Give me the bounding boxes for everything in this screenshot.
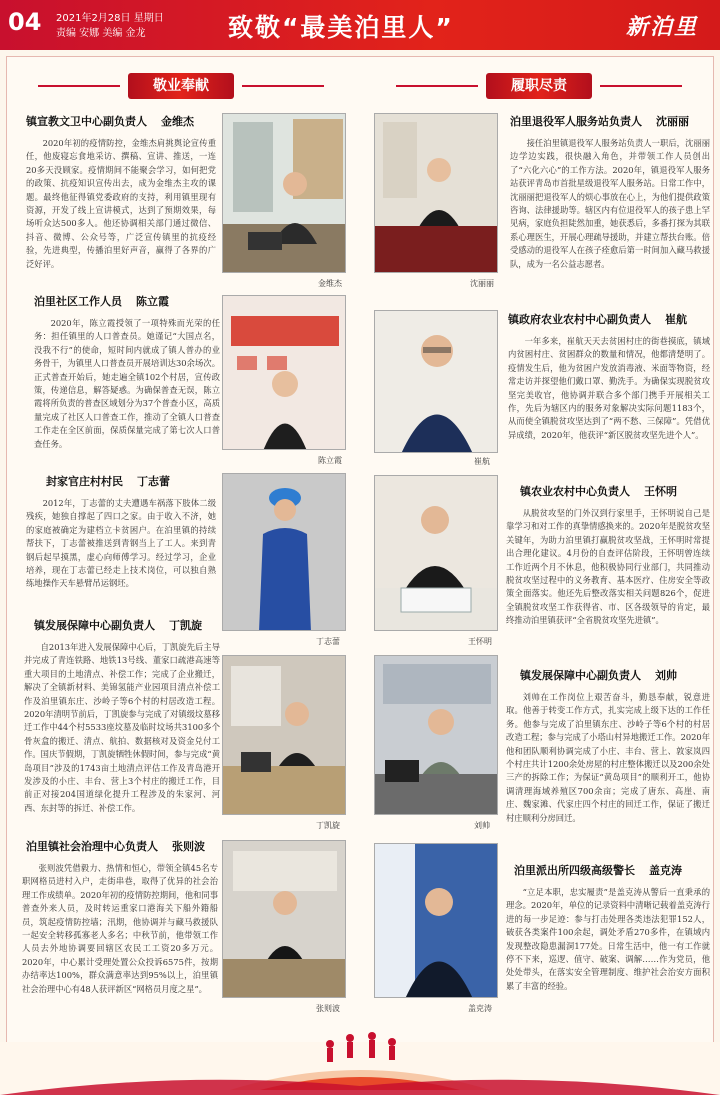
photo-jin-weijie [222, 113, 346, 273]
article-heading: 封家官庄村村民 丁志蕾 [46, 475, 170, 488]
article-heading: 镇政府农业农村中心副负责人 崔航 [508, 313, 687, 326]
photo-liu-shuai [374, 655, 498, 815]
article-ding-kaixuan [24, 617, 220, 841]
photo-ding-zhilei [222, 473, 346, 631]
article-body: 刘帅在工作岗位上艰苦奋斗，勤恳奉献，锐意进取。他善于转变工作方式，扎实完成上级下达的工作任务。他参与完成了泊里镇东庄、沙岭子等6个村的村居改造工程；参与完成了小塔山村异地搬迁工作。2020年他和团队顺利协调完成了小庄、丰台、营上、敦家岚四个村庄共计1200余处房屋的村庄整体搬迁以及200余处三产的拆除工作；为保证“黄岛项目”的顺利开工，他协调清理海域养殖区700余亩；完成了唐东、高崖、南庄、魏家滩、代家庄四个村庄的回迁工作，保证了搬迁村庄顺利分房回迁。 [506, 692, 710, 823]
portrait-illustration [223, 474, 346, 631]
article-heading: 泊里派出所四级高级警长 盖克涛 [514, 864, 682, 877]
article-liu-shuai [506, 667, 710, 853]
photo-gai-ketao [374, 843, 498, 998]
portrait-illustration [375, 656, 498, 815]
portrait-illustration [223, 841, 346, 998]
article-heading: 泊里社区工作人员 陈立霞 [34, 295, 169, 308]
portrait-illustration [223, 296, 346, 450]
caption-cui-hang: 崔航 [474, 457, 490, 466]
caption-liu-shuai: 刘帅 [474, 821, 490, 830]
portrait-illustration [223, 114, 346, 273]
article-heading: 泊里退役军人服务站负责人 沈丽丽 [510, 115, 689, 128]
article-ding-zhilei [26, 473, 216, 605]
caption-zhang-zebo: 张则波 [316, 1004, 340, 1013]
article-body: 从脱贫攻坚的门外汉到行家里手，王怀明说自己是靠学习和对工作的真挚情感换来的。2020年是脱贫攻坚关键年，为助力泊里镇打赢脱贫攻坚战，王怀明时常提出合理化建议。4月份的自查评估阶段，王怀明曾连续工作近两个月不休息，他积极协同行业部门，共同推动脱贫攻坚过程中的义务教育、基本医疗、住房安全等政策全面落实。他还先后整改落实相关问题826个，促进全镇脱贫攻坚工作获得省、市、区各级领导的肯定，最终推动泊里镇获评“全省脱贫攻坚先进镇”。 [506, 508, 710, 626]
article-heading: 镇发展保障中心副负责人 刘帅 [520, 669, 677, 682]
article-heading: 镇农业农村中心负责人 王怀明 [520, 485, 677, 498]
portrait-illustration [375, 844, 498, 998]
caption-chen-lixia: 陈立霞 [318, 456, 342, 465]
section-banner-right: 履职尽责 [486, 73, 592, 99]
caption-jin-weijie: 金维杰 [318, 279, 342, 288]
portrait-illustration [223, 656, 346, 815]
article-body: 2020年初的疫情防控，金维杰肩挑舆论宣传重任，他废寝忘食地采访、撰稿、宣讲、推送，一连20多天没顾家。疫情期间不能聚会学习，如何把党的政策、抗疫知识宣传出去，成为金维杰主攻的课题。最终他征得镇党委政府的支持，利用镇里现有资源，开发了线上宣讲模式，达到了预期效果，每场听众达500多人。他还协调相关部门通过微信、抖音、微博、公众号等，广泛宣传镇里的抗疫经验，先进典型，传播泊里好声音，赢得了各界的广泛好评。 [26, 138, 216, 269]
article-body: 一年多来，崔航天天去贫困村庄的街巷摸底，镇域内贫困村庄、贫困群众的数量和情况，他都清楚明了。疫情发生后，他为贫困户发放消毒液、米面等物资，经常走访并探望他们戴口罩、勤洗手。为确保实现脱贫攻坚完美收官，他协调并联合多个部门携手开展相关工作，先后为辖区内的服务对象解决实际问题1183个，从而使全镇脱贫攻坚达到了“两不愁、三保障”。凭借优异成绩，2020年，他获评“新区脱贫攻坚先进个人”。 [508, 336, 710, 440]
caption-gai-ketao: 盖克涛 [468, 1004, 492, 1013]
photo-zhang-zebo [222, 840, 346, 998]
editors-line: 责编 安娜 美编 金龙 [56, 28, 146, 39]
article-jin-weijie [26, 113, 216, 283]
photo-shen-lili [374, 113, 498, 273]
article-gai-ketao [506, 862, 710, 1020]
article-heading: 镇宣教文卫中心副负责人 金维杰 [26, 115, 194, 128]
photo-ding-kaixuan [222, 655, 346, 815]
photo-cui-hang [374, 310, 498, 453]
page-title: 致敬“最美泊里人” [228, 13, 454, 42]
article-wang-huaiming [506, 483, 710, 655]
article-body: “立足本职，忠实履责”是盖克涛从警后一直秉承的理念。2020年，单位的记录资料中清晰记载着盖克涛行进的每一步足迹：参与打击处理各类违法犯罪152人，破获各类案件100余起，调处矛盾270多件，在镇域内发现整改隐患漏洞177处。日常生活中，他一有工作就停不下来，巡逻、值守、破案、调解……作为党员，他处处带头，在落实安全管理制度、维护社会治安方面积累了丰富的经验。 [506, 887, 710, 991]
article-chen-lixia [34, 293, 220, 465]
caption-wang-huaiming: 王怀明 [468, 637, 492, 646]
article-heading: 泊里镇社会治理中心负责人 张则波 [26, 840, 205, 853]
footer-decoration [0, 1020, 720, 1095]
page-number: 04 [8, 8, 42, 36]
article-body: 2020年，陈立霞授领了一项特殊而光荣的任务：担任镇里的人口普查员。她谨记“大国点名，没我不行”的使命，短时间内就成了镇人普办的业务骨干，为镇里人口普查员开展培训达30余场次。正式普查开始后，她走遍全镇102个村居，宣传政策，传递信息，解答疑惑。为确保普查无误，陈立霞将所负责的普查区域划分为37个普查小区，高质量完成了社区人口普查工作，推动了全镇人口普查工作走在全区前面，保质保量完成了第七次人口普查任务。 [34, 318, 220, 449]
date-line: 2021年2月28日 星期日 [56, 13, 164, 24]
section-banner-left: 敬业奉献 [128, 73, 234, 99]
caption-ding-kaixuan: 丁凯旋 [316, 821, 340, 830]
article-zhang-zebo [22, 838, 220, 1024]
article-body: 自2013年进入发展保障中心后，丁凯旋先后主导并完成了青连铁路、地铁13号线、董家口疏港高速等重大项目的土地清点、补偿工作；完成了企业搬迁，解决了全镇新材料、美锦氢能产业园项目清点补偿工作及泊里镇东庄、沙岭子等6个村的村居改造工程。2020年清明节前后，丁凯旋参与完成了对镇级坟墓移迁工作中44个村5533座坟墓及临时坟场共3100多个骨灰盒的搬迁、清点、航拍、数据核对及资金兑付工作。国庆节假期，丁凯旋牺牲休假时间，参与完成“黄岛项目”涉及的1743亩土地清点评估工作及青岛港开发涉及的小庄、丰台、营上3个村庄的搬迁工作，目前正对接204国道绿化提升工程涉及的朱家河、河西、东封等的拆迁、补偿工作。 [24, 642, 220, 813]
photo-wang-huaiming [374, 475, 498, 631]
article-cui-hang [508, 311, 710, 469]
article-body: 2012年，丁志蕾的丈夫遭遇车祸落下肢体二级残疾，她独自撑起了四口之家。由于收入不济，她的家庭被确定为建档立卡贫困户。在泊里镇的持续帮扶下，丁志蕾被推送到青钢当上了工人。来到青钢后起早摸黑，虚心向师傅学习。经过学习，企业培养，现在丁志蕾已经走上技术岗位，可以独自熟练地操作天车悬臂吊运钢坯。 [26, 498, 216, 589]
article-heading: 镇发展保障中心副负责人 丁凯旋 [34, 619, 202, 632]
page-header [0, 0, 720, 50]
newspaper-logo: 新泊里 [625, 14, 698, 40]
photo-chen-lixia [222, 295, 346, 450]
date-editors [56, 11, 164, 41]
article-body: 接任泊里镇退役军人服务站负责人一职后，沈丽丽边学边实践，很快融入角色，并带领工作人员创出了“六化六心”的工作方法。2020年，镇退役军人服务站获评青岛市首批星级退役军人服务站。日常工作中，沈丽丽把退役军人的烦心事放在心上，为他们提供政策咨询、法律援助等。辖区内有位退役军人的孩子患上罕见病，家庭负担陡然加重，她获悉后，多番打探为其联系心理医生，开展心理疏导援助，并建立帮扶台账。倍受感动的退役军人在孩子痊愈后第一时间加入藏马救援队，成为一名公益志愿者。 [510, 138, 710, 269]
portrait-illustration [375, 114, 498, 273]
portrait-illustration [375, 311, 498, 453]
caption-ding-zhilei: 丁志蕾 [316, 637, 340, 646]
caption-shen-lili: 沈丽丽 [470, 279, 494, 288]
portrait-illustration [375, 476, 498, 631]
article-shen-lili [510, 113, 710, 309]
article-body: 张则波凭借毅力、热情和恒心，带领全镇45名专职网格员进村入户，走街串巷，取得了优异的社会治理工作成绩单。2020年初的疫情防控期间，他和同事普查外来人员，及时转运重家口港海关下船外籍船员，筑起疫情防控墙；汛期，他协调并与藏马救援队一起安全转移孤寡老人多名；中秋节前，他带领工作人员去外地协调要回辖区农民工工资20多万元。2020年，中心累计受理处置公众投诉6575件，按期办结率达100%，群众满意率达到95%以上，泊里镇社会治理中心有48人获评新区“网格员月度之星”。 [22, 863, 218, 994]
